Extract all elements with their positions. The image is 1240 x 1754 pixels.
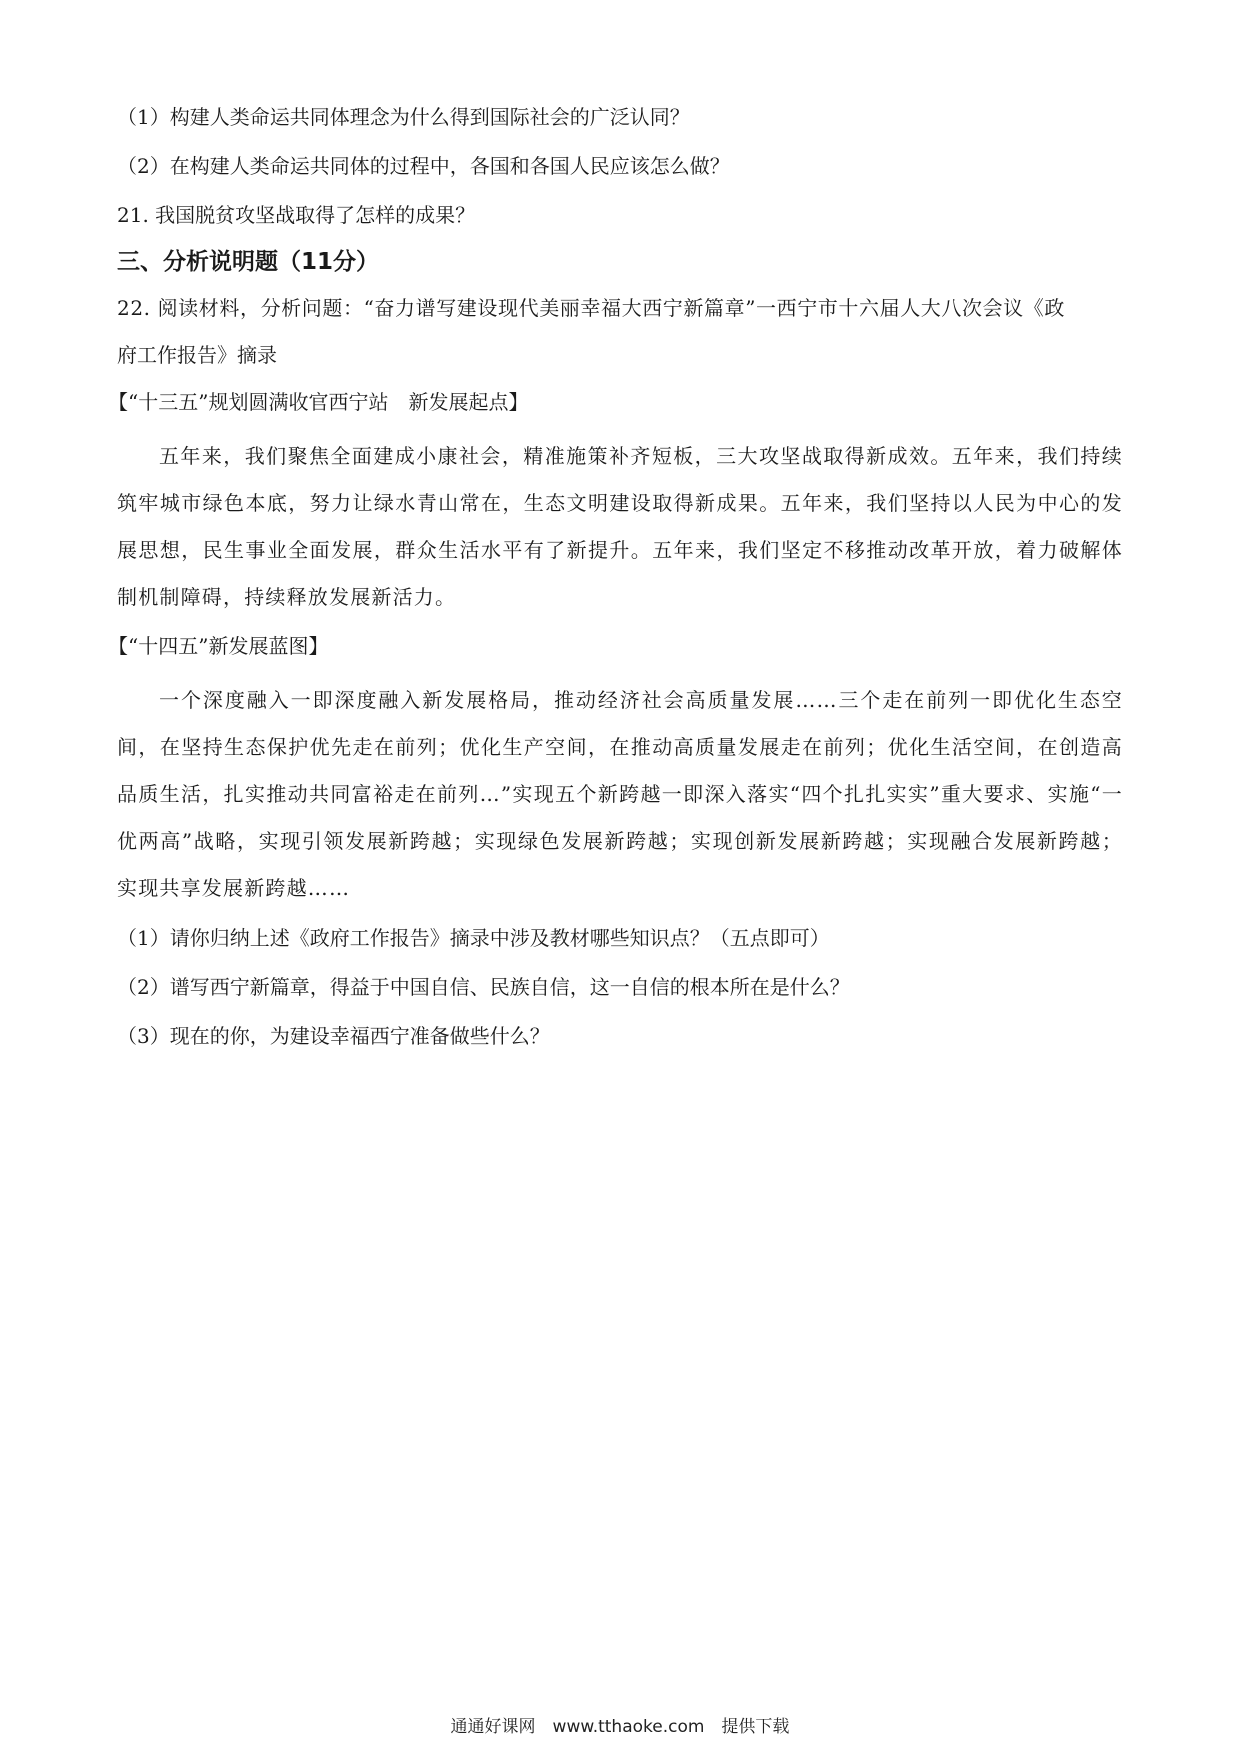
question-22-sub-1: （1）请你归纳上述《政府工作报告》摘录中涉及教材哪些知识点？（五点即可） [117, 926, 830, 950]
material-2-title: 【“十四五”新发展蓝图】 [108, 634, 329, 658]
question-22-intro-line-2: 府工作报告》摘录 [117, 343, 277, 367]
material-2-paragraph: 一个深度融入一即深度融入新发展格局，推动经济社会高质量发展……三个走在前列一即优化生态空间，在坚持生态保护优先走在前列；优化生产空间，在推动高质量发展走在前列；优化生活空间，在创造高品质生活，扎实推动共同富裕走在前列…”实现五个新跨越一即深入落实“四个扎扎实实”重大要求、实施“一优两高”战略，实现引领发展新跨越；实现绿色发展新跨越；实现创新发展新跨越；实现融合发展新跨越；实现共享发展新跨越…… [117, 688, 1123, 900]
question-22-intro-line-1: 22. 阅读材料，分析问题：“奋力谱写建设现代美丽幸福大西宁新篇章”一西宁市十六届人大八次会议《政 [117, 296, 1066, 320]
section-3-heading: 三、分析说明题（11分） [117, 249, 380, 275]
question-21: 21. 我国脱贫攻坚战取得了怎样的成果？ [117, 203, 476, 227]
material-1-title: 【“十三五”规划圆满收官西宁站 新发展起点】 [108, 390, 529, 414]
page-footer: 通通好课网 www.tthaoke.com 提供下载 [450, 1717, 790, 1737]
question-20-sub-1: （1）构建人类命运共同体理念为什么得到国际社会的广泛认同？ [117, 105, 690, 129]
material-1-paragraph: 五年来，我们聚焦全面建成小康社会，精准施策补齐短板，三大攻坚战取得新成效。五年来，我们持续筑牢城市绿色本底，努力让绿水青山常在，生态文明建设取得新成果。五年来，我们坚持以人民为中心的发展思想，民生事业全面发展，群众生活水平有了新提升。五年来，我们坚定不移推动改革开放，着力破解体制机制障碍，持续释放发展新活力。 [117, 444, 1123, 609]
question-20-sub-2: （2）在构建人类命运共同体的过程中，各国和各国人民应该怎么做？ [117, 154, 730, 178]
question-22-sub-2: （2）谱写西宁新篇章，得益于中国自信、民族自信，这一自信的根本所在是什么？ [117, 975, 850, 999]
question-22-sub-3: （3）现在的你，为建设幸福西宁准备做些什么？ [117, 1024, 550, 1048]
